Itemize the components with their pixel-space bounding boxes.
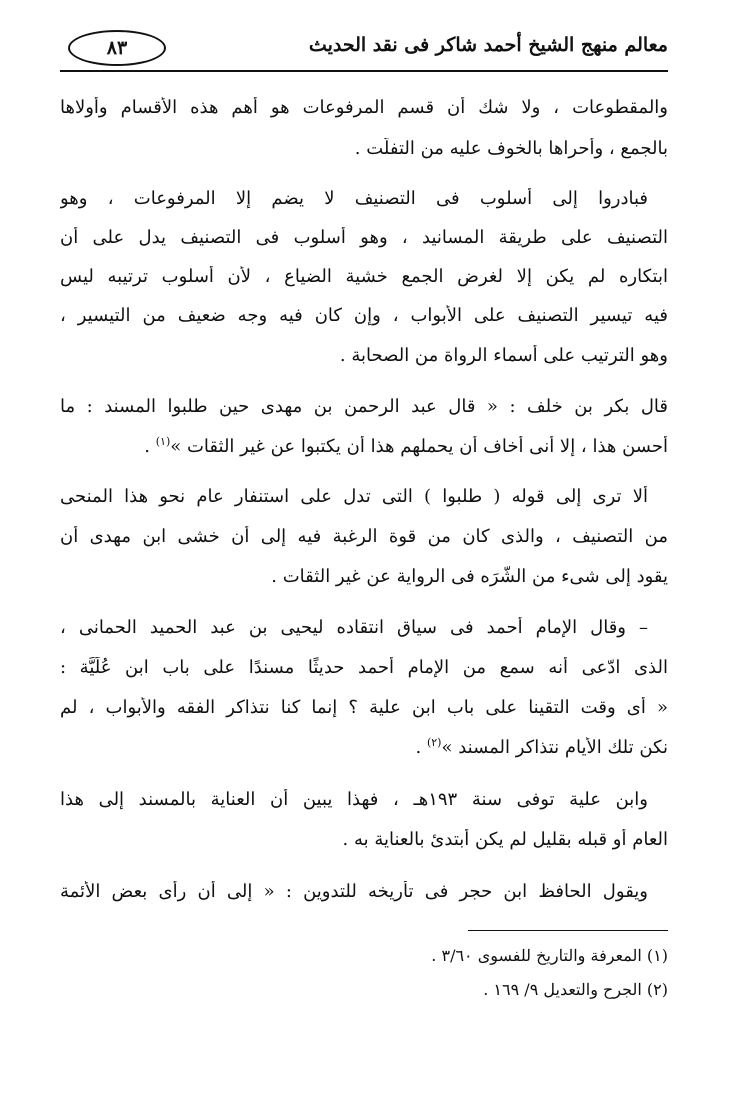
footnote: (٢) الجرح والتعديل ٩/ ١٦٩ .	[483, 980, 668, 999]
text-line: ويقول الحافظ ابن حجر فى تأريخه للتدوين : « إلى أن رأى بعض الأئمة	[60, 881, 648, 902]
header-rule	[60, 70, 668, 72]
text-line: فيه تيسير التصنيف على الأبواب ، وإن كان فيه وجه ضعيف من التيسير ،	[60, 305, 668, 326]
page-header	[60, 30, 668, 66]
running-title: معالم منهج الشيخ أحمد شاكر فى نقد الحديث	[308, 34, 668, 56]
footnote-separator	[468, 930, 668, 931]
page-number: ٨٣	[68, 30, 166, 66]
text-line: أحسن هذا ، إلا أنى أخاف أن يحملهم هذا أن يكتبوا عن غير الثقات »$^{(١)}$ .	[144, 436, 668, 457]
text-line: من التصنيف ، والذى كان من قوة الرغبة فيه إلى أن خشى ابن مهدى أن	[60, 526, 668, 547]
text-line: والمقطوعات ، ولا شك أن قسم المرفوعات هو أهم هذه الأقسام وأولاها	[60, 97, 668, 118]
text-line: « أى وقت التقينا على باب ابن علية ؟ إنما كنا نتذاكر الفقه والأبواب ، لم	[60, 697, 668, 718]
text-line: يقود إلى شىء من الشَّرَه فى الرواية عن غير الثقات .	[271, 566, 668, 587]
text-line: فبادروا إلى أسلوب فى التصنيف لا يضم إلا المرفوعات ، وهو	[60, 188, 648, 209]
text-line: نكن تلك الأيام نتذاكر المسند »$^{(٢)}$ .	[415, 737, 668, 758]
footnote-ref: (١)	[155, 436, 171, 448]
text-line: وابن علية توفى سنة ١٩٣هـ ، فهذا يبين أن العناية بالمسند إلى هذا	[60, 789, 648, 810]
text-line: بالجمع ، وأحراها بالخوف عليه من التفلّت .	[354, 138, 668, 159]
text-line: الذى ادّعى أنه سمع من الإمام أحمد حديثًا مسندًا على باب ابن عُلَيَّة :	[60, 657, 668, 678]
footnote-ref: (٢)	[426, 737, 442, 749]
text-line: ألا ترى إلى قوله ( طلبوا ) التى تدل على استنفار عام نحو هذا المنحى	[60, 486, 648, 507]
text-line: وهو الترتيب على أسماء الرواة من الصحابة .	[339, 345, 668, 366]
text-line: ابتكاره لم يكن إلا لغرض الجمع خشية الضياع ، لأن أسلوب ترتيبه ليس	[60, 266, 668, 287]
text-line: قال بكر بن خلف : « قال عبد الرحمن بن مهدى حين طلبوا المسند : ما	[60, 396, 668, 417]
text-line: – وقال الإمام أحمد فى سياق انتقاده ليحيى بن عبد الحميد الحمانى ،	[60, 617, 648, 638]
text-line: التصنيف على طريقة المسانيد ، وهو أسلوب فى التصنيف يدل على أن	[60, 227, 668, 248]
text-line: العام أو قبله بقليل لم يكن أُبتدئ بالعناية به .	[342, 829, 668, 850]
footnote: (١) المعرفة والتاريخ للفسوى ٣/٦٠ .	[431, 946, 668, 965]
